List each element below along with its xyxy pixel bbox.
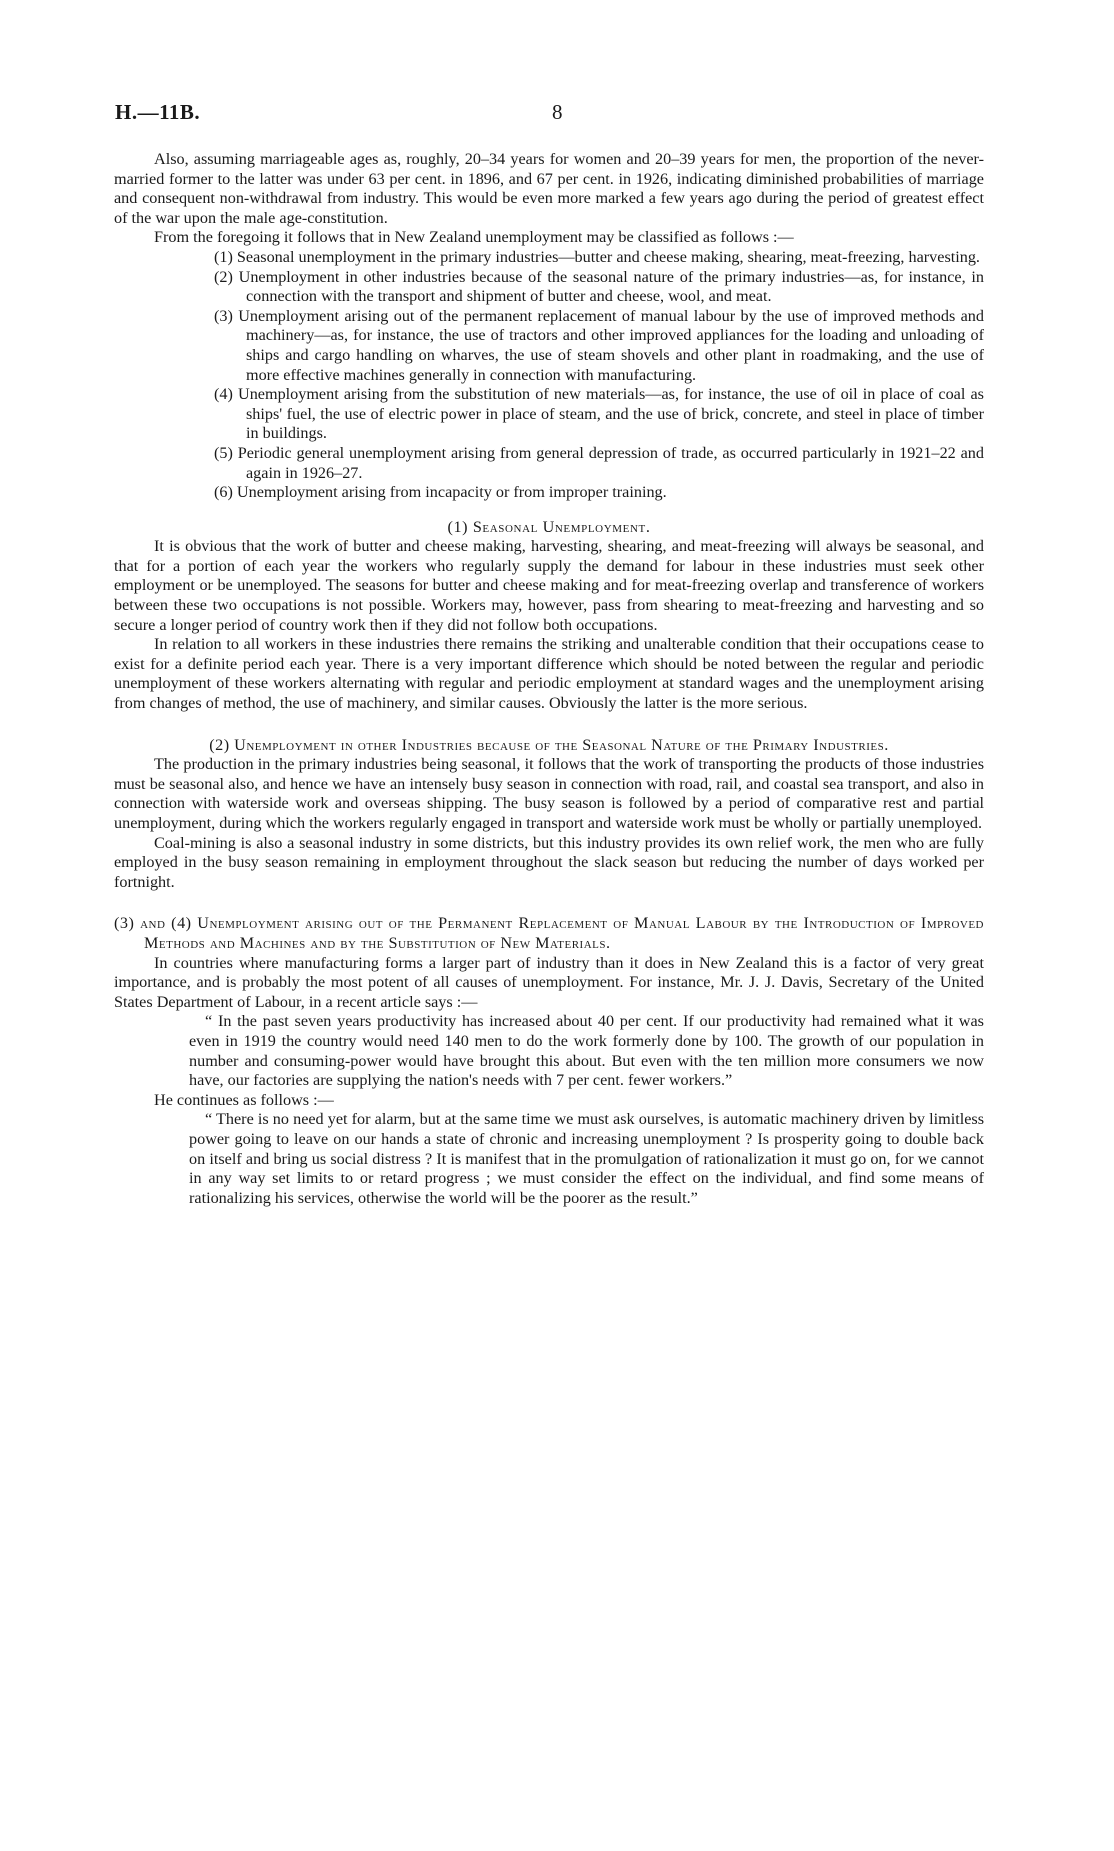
intro-paragraph-1: Also, assuming marriageable ages as, roughly, 20–34 years for women and 20–39 years for men, the proportion of the never-married former to the latter was under 63 per cent. in 1896, and 67 per cent. in 1926, indicating diminished probabilities of marriage and consequent non-withdrawal from industry. This would be even more marked a few years ago during the period of greatest effect of the war upon the male age-constitution. (114, 150, 984, 227)
section-3-heading: (3) and (4) Unemployment arising out of the Permanent Replacement of Manual Labour by the Introduction of Improved Methods and Machines and by the Substitution of New Materials. (114, 914, 984, 952)
list-item: (6) Unemployment arising from incapacity or from improper training. (214, 483, 667, 502)
list-item: (3) Unemployment arising out of the permanent replacement of manual labour by the use of improved methods and machinery—as, for instance, the use of tractors and other improved appliances for the loading and unloading of ships and cargo handling on wharves, the use of steam shovels and other plant in roadmaking, and the use of more effective machines generally in connection with manufacturing. (214, 306, 984, 384)
page-body (114, 150, 984, 1208)
section-1-paragraph-1: It is obvious that the work of butter and cheese making, harvesting, shearing, and meat-freezing will always be seasonal, and that for a portion of each year the workers who regularly supply the demand for labour in these industries must seek other employment or be unemployed. The seasons for butter and cheese making and for meat-freezing overlap and transference of workers between these two occupations is not possible. Workers may, however, pass from shearing to meat-freezing and harvesting and so secure a longer period of country work then if they did not follow both occupations. (114, 537, 984, 634)
section-2-heading: (2) Unemployment in other Industries because of the Seasonal Nature of the Primary Industries. (209, 735, 889, 754)
list-item: (5) Periodic general unemployment arising from general depression of trade, as occurred particularly in 1921–22 and again in 1926–27. (214, 443, 984, 482)
quotation-2: “ There is no need yet for alarm, but at the same time we must ask ourselves, is automatic machinery driven by limitless power going to leave on our hands a state of chronic and increasing unemployment ? Is prosperity going to double back on itself and bring us social distress ? It is manifest that in the promulgation of rationalization it must go on, for we cannot in any way set limits to or retard progress ; we must consider the effect on the individual, and find some means of rationalizing his services, otherwise the world will be the poorer as the result.” (189, 1110, 984, 1207)
list-item: (2) Unemployment in other industries because of the seasonal nature of the primary industries—as, for instance, in connection with the transport and shipment of butter and cheese, wool, and meat. (214, 267, 984, 306)
intro-paragraph-2: From the foregoing it follows that in New Zealand unemployment may be classified as follows :— (154, 228, 794, 247)
document-id: H.—11B. (115, 100, 201, 124)
section-1-heading: (1) Seasonal Unemployment. (447, 517, 651, 536)
classification-list (114, 248, 984, 503)
list-item: (1) Seasonal unemployment in the primary industries—butter and cheese making, shearing, meat-freezing, harvesting. (214, 247, 980, 266)
page-header (115, 100, 985, 130)
section-3-paragraph-2: He continues as follows :— (154, 1090, 334, 1109)
section-3-paragraph-1: In countries where manufacturing forms a larger part of industry than it does in New Zealand this is a factor of very great importance, and is probably the most potent of all causes of unemployment. For instance, Mr. J. J. Davis, Secretary of the United States Department of Labour, in a recent article says :— (114, 953, 984, 1011)
list-item: (4) Unemployment arising from the substitution of new materials—as, for instance, the use of oil in place of coal as ships' fuel, the use of electric power in place of steam, and the use of brick, concrete, and steel in place of timber in buildings. (214, 385, 984, 443)
section-2-paragraph-1: The production in the primary industries being seasonal, it follows that the work of transporting the products of those industries must be seasonal also, and hence we have an intensely busy season in connection with road, rail, and coastal sea transport, and also in connection with waterside work and overseas shipping. The busy season is followed by a period of comparative rest and partial unemployment, during which the workers regularly engaged in transport and waterside work must be wholly or partially unemployed. (114, 755, 984, 832)
section-2-paragraph-2: Coal-mining is also a seasonal industry in some districts, but this industry provides its own relief work, the men who are fully employed in the busy season remaining in employment throughout the slack season but reducing the number of days worked per fortnight. (114, 833, 984, 891)
page-number: 8 (552, 100, 563, 124)
section-1-paragraph-2: In relation to all workers in these industries there remains the striking and unalterable condition that their occupations cease to exist for a definite period each year. There is a very important difference which should be noted between the regular and periodic unemployment of these workers alternating with regular and periodic employment at standard wages and the unemployment arising from changes of method, the use of machinery, and similar causes. Obviously the latter is the more serious. (114, 635, 984, 713)
quotation-1: “ In the past seven years productivity has increased about 40 per cent. If our productivity had remained what it was even in 1919 the country would need 140 men to do the work formerly done by 100. The growth of our population in number and consuming-power would have brought this about. But even with the ten million more consumers we now have, our factories are supplying the nation's needs with 7 per cent. fewer workers.” (189, 1012, 984, 1090)
